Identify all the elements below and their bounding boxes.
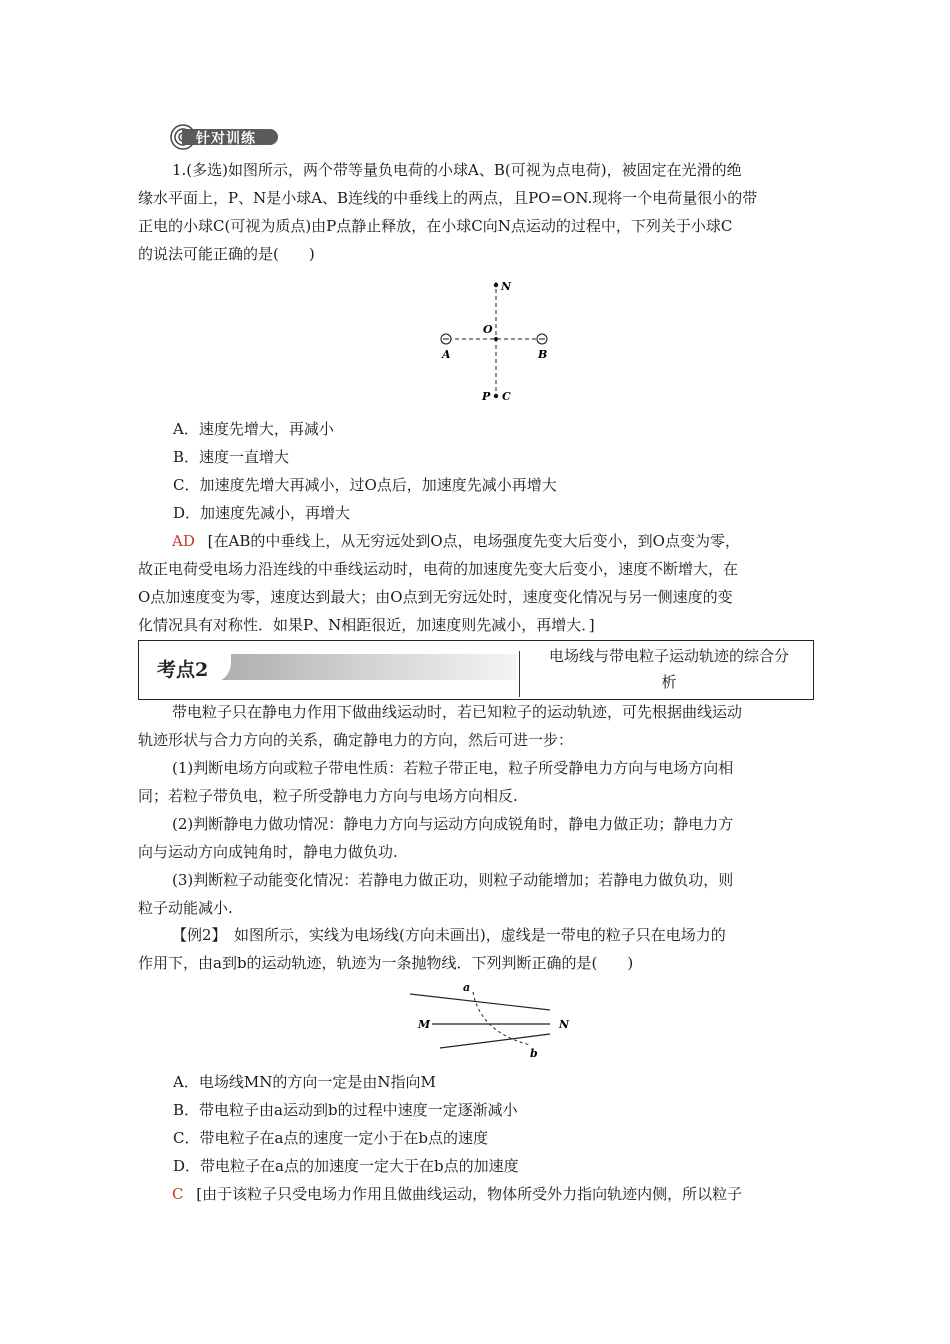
label-a: A <box>442 348 451 361</box>
q1-line: 缘水平面上，P、N是小球A、B连线的中垂线上的两点，且PO=ON.现将一个电荷量很小的带 <box>138 189 758 207</box>
option-d: D．带电粒子在a点的加速度一定大于在b点的加速度 <box>173 1157 519 1175</box>
label-p: P <box>482 390 491 403</box>
explanation-text: [由于该粒子只受电场力作用且做曲线运动，物体所受外力指向轨迹内侧，所以粒子 <box>196 1185 743 1203</box>
q1-explanation-line: 化情况具有对称性．如果P、N相距很近，加速度则先减小，再增大．] <box>138 616 595 634</box>
body-line: 粒子动能减小. <box>138 899 233 917</box>
label-o: O <box>483 323 493 336</box>
charges-figure <box>430 272 570 412</box>
label-n-small: N <box>559 1018 570 1031</box>
option-d: D．加速度先减小，再增大 <box>173 504 351 522</box>
body-line: (3)判断粒子动能变化情况：若静电力做正功，则粒子动能增加；若静电力做负功，则 <box>172 871 734 889</box>
kaodian-separator <box>519 651 520 697</box>
kaodian-box <box>138 640 814 700</box>
label-n: N <box>501 280 512 293</box>
q1-line: 的说法可能正确的是( ) <box>138 245 315 263</box>
label-a-small: a <box>463 981 471 994</box>
point-p <box>494 394 498 398</box>
kaodian-title <box>529 643 809 695</box>
body-line: 向与运动方向成钝角时，静电力做负功. <box>138 843 398 861</box>
answer-key: AD <box>172 532 195 550</box>
option-b: B．带电粒子由a运动到b的过程中速度一定逐渐减小 <box>173 1101 518 1119</box>
body-line: 带电粒子只在静电力作用下做曲线运动时，若已知粒子的运动轨迹，可先根据曲线运动 <box>172 703 743 721</box>
field-line-top <box>410 994 550 1010</box>
kaodian-title-line: 析 <box>661 673 677 691</box>
kaodian-label: 考点2 <box>157 659 209 681</box>
q1-line: 正电的小球C(可视为质点)由P点静止释放，在小球C向N点运动的过程中，下列关于小球C <box>138 217 733 235</box>
answer-key: C <box>172 1185 184 1203</box>
body-line: 轨迹形状与合力方向的关系，确定静电力的方向，然后可进一步： <box>138 731 574 749</box>
training-banner-label: 针对训练 <box>196 131 256 147</box>
field-lines-figure <box>410 980 580 1060</box>
body-line: 同；若粒子带负电，粒子所受静电力方向与电场方向相反. <box>138 787 518 805</box>
body-line: (2)判断静电力做功情况：静电力方向与运动方向成锐角时，静电力做正功；静电力方 <box>172 815 734 833</box>
ex2-line: 作用下，由a到b的运动轨迹，轨迹为一条抛物线．下列判断正确的是( ) <box>138 954 634 972</box>
option-b: B．速度一直增大 <box>173 448 290 466</box>
label-m: M <box>418 1018 431 1031</box>
training-banner <box>170 124 280 150</box>
option-c: C．加速度先增大再减小，过O点后，加速度先减小再增大 <box>173 476 557 494</box>
label-c: C <box>502 390 511 403</box>
q1-explanation-line <box>172 531 814 551</box>
point-o <box>494 337 498 341</box>
point-n <box>494 283 498 287</box>
label-b-small: b <box>530 1047 538 1060</box>
explanation-text: [在AB的中垂线上，从无穷远处到O点，电场强度先变大后变小，到O点变为零， <box>207 532 740 550</box>
label-b: B <box>538 348 548 361</box>
q1-explanation-line: 故正电荷受电场力沿连线的中垂线运动时，电荷的加速度先变大后变小，速度不断增大，在 <box>138 560 739 578</box>
kaodian-title-line: 电场线与带电粒子运动轨迹的综合分 <box>548 647 789 665</box>
ex2-line: 【例2】 如图所示，实线为电场线(方向未画出)，虚线是一带电的粒子只在电场力的 <box>172 926 726 944</box>
ex2-explanation-line <box>172 1184 814 1204</box>
q1-line: 1.(多选)如图所示，两个带等量负电荷的小球A、B(可视为点电荷)，被固定在光滑的绝 <box>172 161 742 179</box>
body-line: (1)判断电场方向或粒子带电性质：若粒子带正电，粒子所受静电力方向与电场方向相 <box>172 759 734 777</box>
option-c: C．带电粒子在a点的速度一定小于在b点的速度 <box>173 1129 489 1147</box>
option-a: A．速度先增大，再减小 <box>173 420 334 438</box>
option-a: A．电场线MN的方向一定是由N指向M <box>173 1073 436 1091</box>
q1-explanation-line: O点加速度变为零，速度达到最大；由O点到无穷远处时，速度变化情况与另一侧速度的变 <box>138 588 733 606</box>
field-line-bottom <box>440 1034 550 1048</box>
